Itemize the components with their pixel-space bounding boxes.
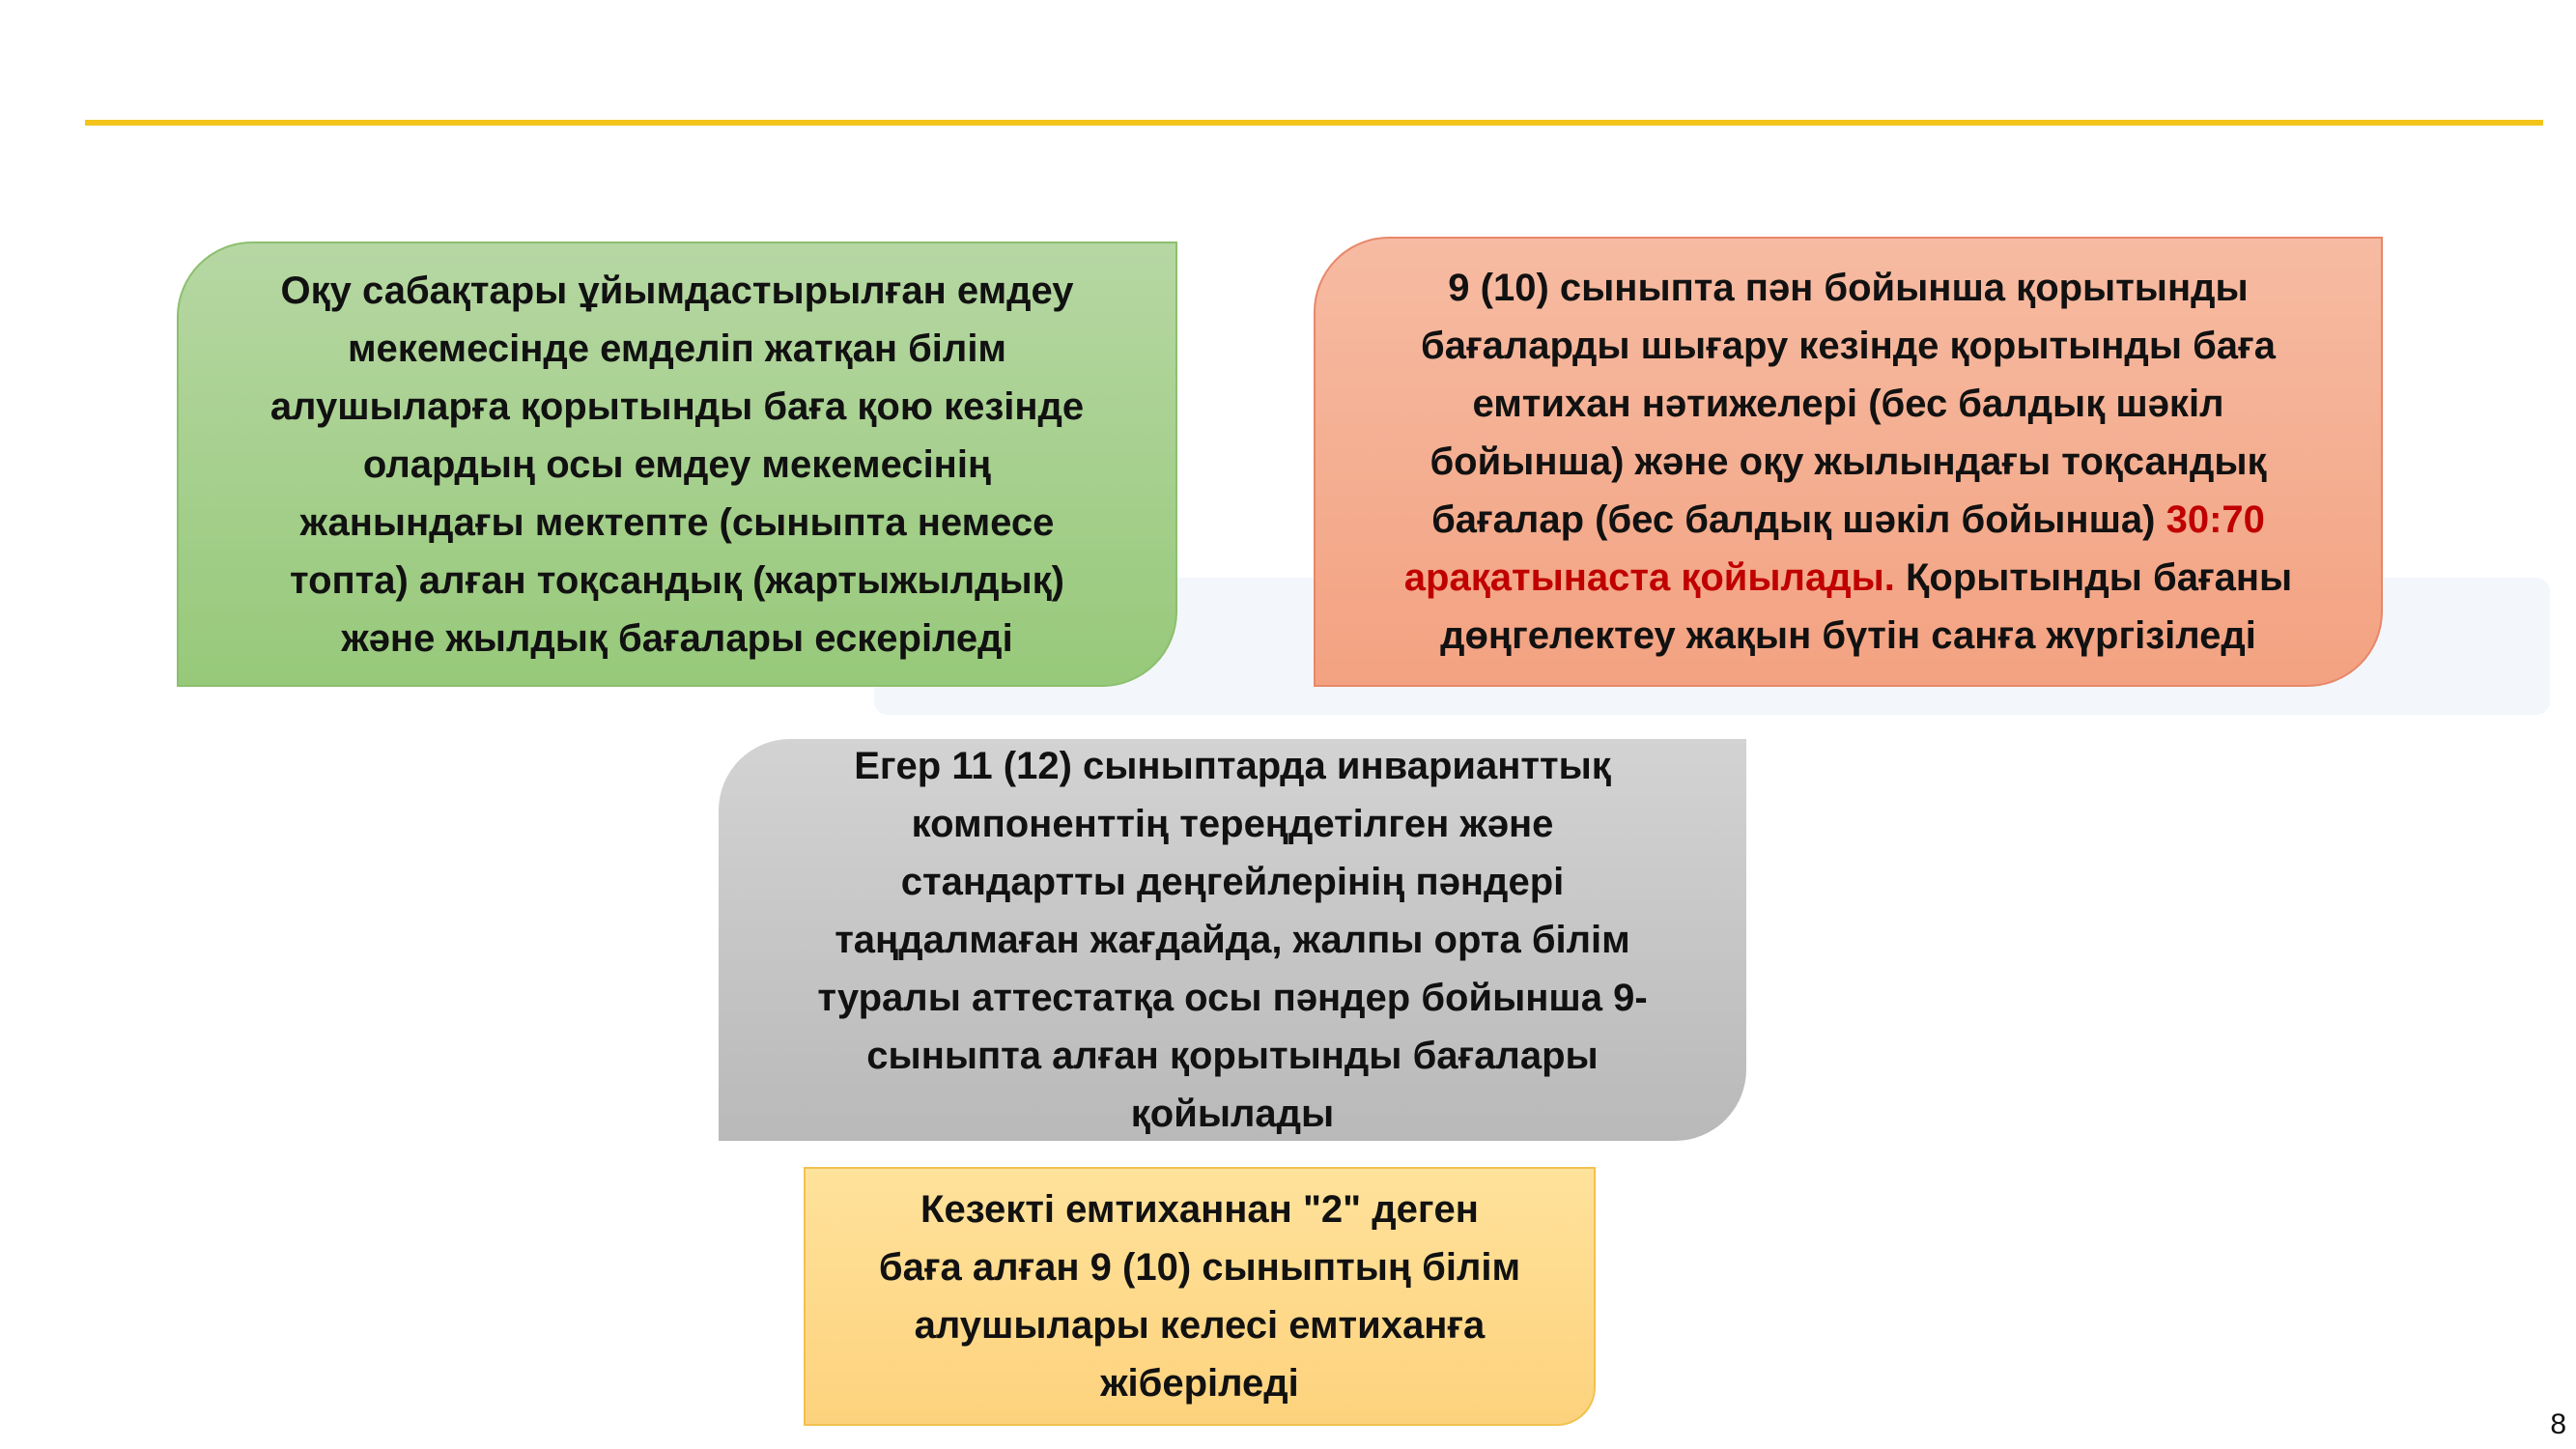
info-box-hospital-grades-text: Оқу сабақтары ұйымдастырылған емдеу мекемесінде емделіп жатқан білім алушыларға қорытынды баға қою кезінде олардың осы емдеу мекемесінің жанындағы мектепте (сыныпта немесе топта) алған тоқсандық (жартыжылдық) және жылдық бағалары ескеріледі [269, 269, 1085, 660]
info-box-hospital-grades [177, 242, 1177, 687]
info-box-retake-exam-text: Кезекті емтиханнан "2" деген баға алған 9 (10) сыныптың білім алушылары келесі емтиханға жіберіледі [878, 1188, 1521, 1405]
ratio-text-after: Қорытынды бағаны дөңгелектеу жақын бүтін санға жүргізіледі [1440, 556, 2293, 657]
page-number: 8 [2550, 1408, 2566, 1440]
ratio-text-before: 9 (10) сыныпта пән бойынша қорытынды бағаларды шығару кезінде қорытынды баға емтихан нәтижелері (бес балдық шәкіл бойынша) және оқу жылындағы тоқсандық бағалар (бес балдық шәкіл бойынша) [1421, 267, 2276, 541]
info-box-final-grade-ratio-text [1404, 259, 2292, 665]
info-box-retake-exam [804, 1167, 1596, 1426]
ratio-highlight: 30:70 арақатынаста қойылады. [1403, 498, 2265, 599]
header-accent-line [85, 120, 2543, 126]
info-box-attestation-grades-text: Егер 11 (12) сыныптарда инварианттық компоненттің тереңдетілген және стандартты деңгейлерінің пәндері таңдалмаған жағдайда, жалпы орта білім туралы аттестатқа осы пәндер бойынша 9- сыныпта алған қорытынды бағалары қойылады [817, 745, 1648, 1135]
info-box-attestation-grades [719, 739, 1746, 1141]
info-box-final-grade-ratio [1314, 237, 2383, 687]
